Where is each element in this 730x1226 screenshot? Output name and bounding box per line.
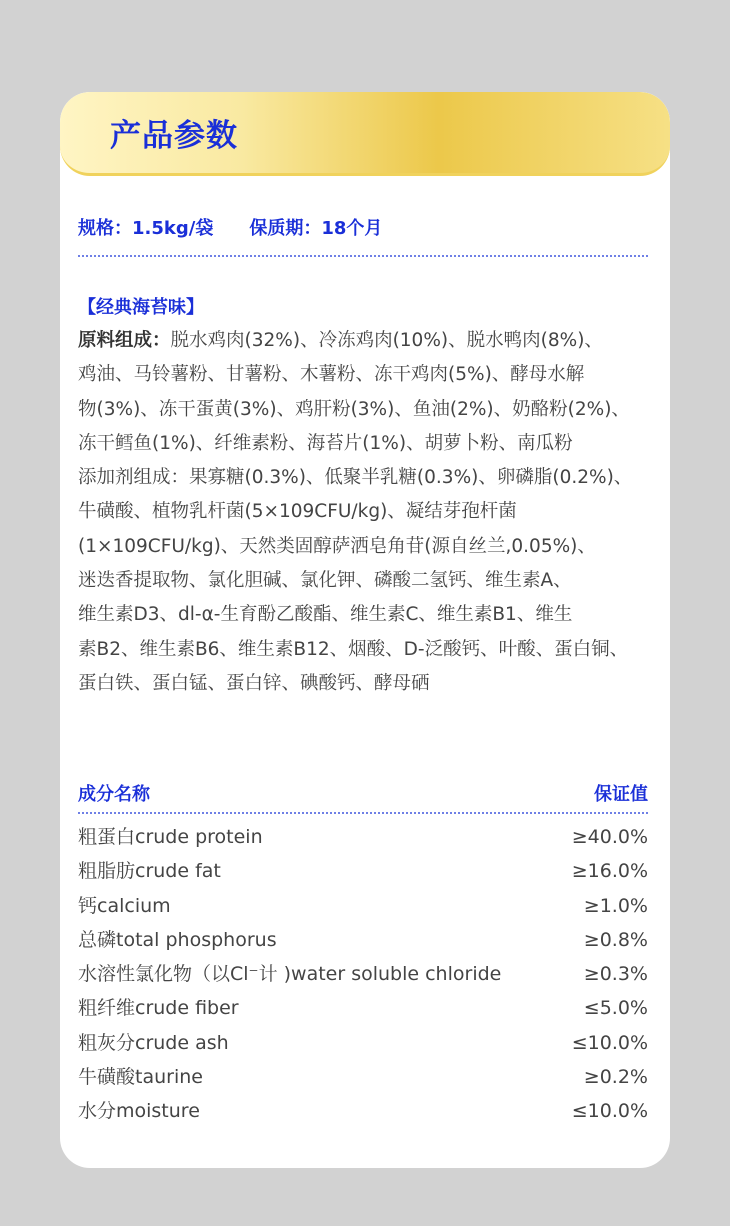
nutrient-value: ≥16.0% — [571, 860, 648, 883]
page-title: 产品参数 — [110, 118, 238, 154]
shelf-life-value: 18个月 — [321, 218, 383, 239]
nutrient-value: ≥40.0% — [571, 826, 648, 848]
nutrient-value: ≥0.2% — [583, 1066, 648, 1089]
nutrient-name: 牛磺酸taurine — [78, 1066, 203, 1089]
raw-materials-label: 原料组成： — [78, 330, 171, 351]
nutrient-name: 粗蛋白crude protein — [78, 826, 263, 848]
ingredient-line: 牛磺酸、植物乳杆菌(5×109CFU/kg)、凝结芽孢杆菌 — [78, 501, 517, 523]
ingredient-line: 冻干鳕鱼(1%)、纤维素粉、海苔片(1%)、胡萝卜粉、南瓜粉 — [78, 432, 573, 454]
ingredient-line: 蛋白铁、蛋白锰、蛋白锌、碘酸钙、酵母硒 — [78, 672, 430, 694]
product-params-card — [60, 92, 670, 1168]
ingredient-line: 维生素D3、dl-α-生育酚乙酸酯、维生素C、维生素B1、维生 — [78, 604, 573, 626]
header-banner — [60, 92, 670, 176]
table-row — [78, 1094, 648, 1128]
table-row — [78, 854, 648, 888]
nutrient-value: ≤10.0% — [571, 1100, 648, 1123]
size-value: 1.5kg/袋 — [132, 218, 214, 239]
shelf-life-label: 保质期： — [249, 218, 322, 239]
nutrient-value: ≥0.3% — [583, 963, 648, 986]
divider-dotted — [78, 255, 648, 257]
column-header-name: 成分名称 — [78, 784, 150, 805]
nutrient-name: 钙calcium — [78, 894, 171, 917]
ingredient-line: (1×109CFU/kg)、天然类固醇萨洒皂角苷(源自丝兰,0.05%)、 — [78, 535, 596, 557]
nutrient-value: ≤10.0% — [571, 1031, 648, 1054]
size-label: 规格： — [78, 218, 132, 239]
ingredients-block — [78, 324, 670, 701]
divider-dotted — [78, 812, 648, 814]
analysis-table-header — [78, 780, 648, 808]
ingredient-line: 添加剂组成：果寡糖(0.3%)、低聚半乳糖(0.3%)、卵磷脂(0.2%)、 — [78, 467, 633, 489]
nutrient-name: 粗脂肪crude fat — [78, 860, 221, 883]
nutrient-value: ≥1.0% — [583, 894, 648, 917]
nutrient-name: 粗灰分crude ash — [78, 1031, 229, 1054]
table-row — [78, 991, 648, 1025]
nutrient-name: 水溶性氯化物（以Cl⁻计 )water soluble chloride — [78, 963, 502, 986]
nutrient-name: 总磷total phosphorus — [78, 928, 277, 951]
table-row — [78, 1060, 648, 1094]
spec-row — [78, 214, 382, 240]
nutrient-value: ≥0.8% — [583, 928, 648, 951]
nutrient-value: ≤5.0% — [583, 997, 648, 1020]
analysis-table — [78, 820, 648, 1129]
column-header-value: 保证值 — [594, 784, 648, 805]
ingredient-line: 迷迭香提取物、氯化胆碱、氯化钾、磷酸二氢钙、维生素A、 — [78, 570, 572, 592]
ingredient-line: 鸡油、马铃薯粉、甘薯粉、木薯粉、冻干鸡肉(5%)、酵母水解 — [78, 364, 585, 386]
table-row — [78, 923, 648, 957]
flavor-title: 【经典海苔味】 — [78, 297, 204, 318]
table-row — [78, 820, 648, 854]
table-row — [78, 1026, 648, 1060]
nutrient-name: 粗纤维crude fiber — [78, 997, 239, 1020]
table-row — [78, 889, 648, 923]
ingredient-line: 原料组成：脱水鸡肉(32%)、冷冻鸡肉(10%)、脱水鸭肉(8%)、 — [78, 330, 603, 351]
table-row — [78, 957, 648, 991]
nutrient-name: 水分moisture — [78, 1100, 200, 1123]
ingredient-line: 素B2、维生素B6、维生素B12、烟酸、D-泛酸钙、叶酸、蛋白铜、 — [78, 638, 629, 660]
ingredient-line: 物(3%)、冻干蛋黄(3%)、鸡肝粉(3%)、鱼油(2%)、奶酪粉(2%)、 — [78, 398, 630, 420]
